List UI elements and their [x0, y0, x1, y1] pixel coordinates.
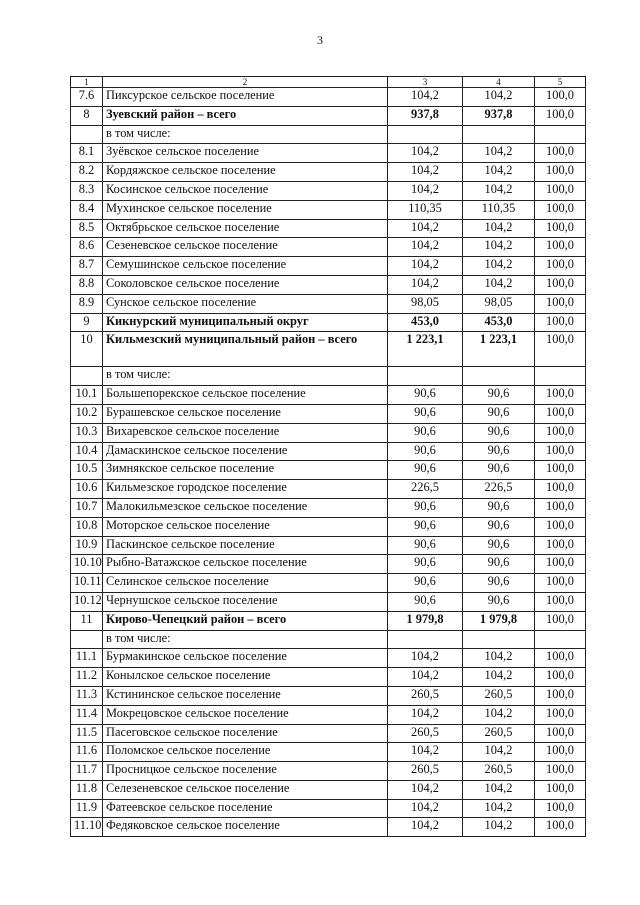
row-value-col4: 104,2	[463, 257, 535, 276]
row-value-col3: 104,2	[388, 257, 463, 276]
row-name: Пасеговское сельское поселение	[103, 724, 388, 743]
table-row	[71, 668, 586, 687]
table-row	[71, 480, 586, 499]
table-row	[71, 313, 586, 332]
row-value-col4: 90,6	[463, 442, 535, 461]
row-value-col4: 1 979,8	[463, 611, 535, 630]
row-value-col5: 100,0	[535, 442, 586, 461]
page-number: 3	[317, 33, 323, 47]
row-value-col4: 90,6	[463, 555, 535, 574]
row-number	[71, 630, 103, 649]
row-value-col4: 104,2	[463, 705, 535, 724]
row-number: 7.6	[71, 88, 103, 107]
row-value-col3: 90,6	[388, 517, 463, 536]
row-value-col3: 260,5	[388, 762, 463, 781]
row-value-col4: 104,2	[463, 649, 535, 668]
row-name: Кильмезское городское поселение	[103, 480, 388, 499]
row-value-col4: 104,2	[463, 743, 535, 762]
row-value-col4: 90,6	[463, 386, 535, 405]
table-row	[71, 461, 586, 480]
row-number: 10.9	[71, 536, 103, 555]
table-row	[71, 630, 586, 649]
row-value-col4: 104,2	[463, 799, 535, 818]
row-value-col5: 100,0	[535, 686, 586, 705]
row-number: 11.2	[71, 668, 103, 687]
allocation-table	[70, 76, 586, 837]
row-name: Кстининское сельское поселение	[103, 686, 388, 705]
row-value-col4: 937,8	[463, 106, 535, 125]
row-value-col5	[535, 630, 586, 649]
table-row	[71, 332, 586, 367]
row-number: 10.11	[71, 574, 103, 593]
row-name: Чернушское сельское поселение	[103, 592, 388, 611]
table-row	[71, 88, 586, 107]
row-name: Кордяжское сельское поселение	[103, 163, 388, 182]
row-value-col5: 100,0	[535, 257, 586, 276]
row-value-col3: 104,2	[388, 275, 463, 294]
table-row	[71, 762, 586, 781]
row-number: 8.9	[71, 294, 103, 313]
header-col-2: 2	[103, 77, 388, 88]
table-row	[71, 442, 586, 461]
row-name: Сезеневское сельское поселение	[103, 238, 388, 257]
row-number: 8.2	[71, 163, 103, 182]
row-name: Паскинское сельское поселение	[103, 536, 388, 555]
header-col-4: 4	[463, 77, 535, 88]
row-value-col5: 100,0	[535, 106, 586, 125]
table-row	[71, 743, 586, 762]
row-value-col3: 104,2	[388, 144, 463, 163]
row-value-col5: 100,0	[535, 705, 586, 724]
row-value-col5: 100,0	[535, 181, 586, 200]
row-name: Фатеевское сельское поселение	[103, 799, 388, 818]
row-value-col3: 90,6	[388, 574, 463, 593]
row-value-col3: 104,2	[388, 219, 463, 238]
row-name: Бурашевское сельское поселение	[103, 404, 388, 423]
row-name: Мухинское сельское поселение	[103, 200, 388, 219]
table-row	[71, 592, 586, 611]
row-name: Селинское сельское поселение	[103, 574, 388, 593]
row-value-col3: 90,6	[388, 404, 463, 423]
row-number: 10.6	[71, 480, 103, 499]
row-number: 10.10	[71, 555, 103, 574]
table-row	[71, 555, 586, 574]
row-value-col5: 100,0	[535, 404, 586, 423]
row-value-col5: 100,0	[535, 724, 586, 743]
table-row	[71, 181, 586, 200]
row-value-col4: 226,5	[463, 480, 535, 499]
row-value-col5: 100,0	[535, 200, 586, 219]
row-value-col5: 100,0	[535, 313, 586, 332]
row-number: 10.2	[71, 404, 103, 423]
row-value-col4: 104,2	[463, 818, 535, 837]
row-value-col5: 100,0	[535, 219, 586, 238]
row-value-col5: 100,0	[535, 238, 586, 257]
row-value-col4: 260,5	[463, 724, 535, 743]
row-name: Бурмакинское сельское поселение	[103, 649, 388, 668]
table-row	[71, 574, 586, 593]
row-value-col3: 90,6	[388, 555, 463, 574]
row-value-col4: 90,6	[463, 574, 535, 593]
row-value-col5: 100,0	[535, 423, 586, 442]
row-value-col3	[388, 367, 463, 386]
table-row	[71, 294, 586, 313]
row-number: 11.8	[71, 780, 103, 799]
row-number	[71, 367, 103, 386]
row-name: Просницкое сельское поселение	[103, 762, 388, 781]
row-value-col3: 104,2	[388, 649, 463, 668]
row-value-col3: 110,35	[388, 200, 463, 219]
row-number: 8.5	[71, 219, 103, 238]
table-row	[71, 818, 586, 837]
row-name: Семушинское сельское поселение	[103, 257, 388, 276]
row-value-col5: 100,0	[535, 332, 586, 367]
row-name: Федяковское сельское поселение	[103, 818, 388, 837]
row-value-col5: 100,0	[535, 294, 586, 313]
row-value-col4: 260,5	[463, 762, 535, 781]
row-value-col5: 100,0	[535, 649, 586, 668]
row-value-col3: 104,2	[388, 181, 463, 200]
row-value-col5: 100,0	[535, 461, 586, 480]
row-value-col4: 90,6	[463, 592, 535, 611]
row-value-col5: 100,0	[535, 668, 586, 687]
table-row	[71, 536, 586, 555]
row-name: Кикнурский муниципальный округ	[103, 313, 388, 332]
row-value-col3: 90,6	[388, 386, 463, 405]
row-value-col5: 100,0	[535, 592, 586, 611]
table-row	[71, 275, 586, 294]
table-row	[71, 611, 586, 630]
row-value-col3: 453,0	[388, 313, 463, 332]
row-value-col5: 100,0	[535, 762, 586, 781]
header-col-1: 1	[71, 77, 103, 88]
row-number: 11.4	[71, 705, 103, 724]
row-name: Вихаревское сельское поселение	[103, 423, 388, 442]
table-row	[71, 799, 586, 818]
row-name: Кильмезский муниципальный район – всего	[103, 332, 388, 367]
row-name: Рыбно-Ватажское сельское поселение	[103, 555, 388, 574]
row-value-col5: 100,0	[535, 799, 586, 818]
header-col-3: 3	[388, 77, 463, 88]
table-row	[71, 686, 586, 705]
row-number: 11.5	[71, 724, 103, 743]
row-value-col4: 90,6	[463, 536, 535, 555]
row-name: Поломское сельское поселение	[103, 743, 388, 762]
row-name: Сунское сельское поселение	[103, 294, 388, 313]
row-name: Октябрьское сельское поселение	[103, 219, 388, 238]
row-value-col4: 453,0	[463, 313, 535, 332]
row-number: 11	[71, 611, 103, 630]
row-number: 11.1	[71, 649, 103, 668]
table-row	[71, 125, 586, 144]
row-value-col5: 100,0	[535, 536, 586, 555]
row-name: Дамаскинское сельское поселение	[103, 442, 388, 461]
row-number: 10.4	[71, 442, 103, 461]
row-value-col4: 104,2	[463, 275, 535, 294]
row-value-col4: 104,2	[463, 668, 535, 687]
row-value-col4: 98,05	[463, 294, 535, 313]
row-value-col3: 90,6	[388, 461, 463, 480]
row-value-col4: 90,6	[463, 423, 535, 442]
row-value-col5: 100,0	[535, 275, 586, 294]
table-row	[71, 517, 586, 536]
table-row	[71, 649, 586, 668]
table-row	[71, 386, 586, 405]
row-value-col3: 104,2	[388, 705, 463, 724]
row-value-col4: 90,6	[463, 517, 535, 536]
row-value-col5: 100,0	[535, 818, 586, 837]
table-row	[71, 219, 586, 238]
row-number: 8.6	[71, 238, 103, 257]
row-value-col4	[463, 630, 535, 649]
row-value-col4: 104,2	[463, 144, 535, 163]
table-row	[71, 498, 586, 517]
row-value-col3: 104,2	[388, 88, 463, 107]
row-name: в том числе:	[103, 125, 388, 144]
row-value-col3: 104,2	[388, 818, 463, 837]
row-value-col4: 104,2	[463, 780, 535, 799]
row-number: 8.7	[71, 257, 103, 276]
row-value-col3: 90,6	[388, 536, 463, 555]
row-value-col3: 104,2	[388, 238, 463, 257]
table-row	[71, 144, 586, 163]
row-number: 11.10	[71, 818, 103, 837]
row-value-col3: 90,6	[388, 498, 463, 517]
row-number: 11.3	[71, 686, 103, 705]
row-value-col5: 100,0	[535, 555, 586, 574]
row-value-col5: 100,0	[535, 517, 586, 536]
row-value-col5: 100,0	[535, 574, 586, 593]
row-value-col5: 100,0	[535, 163, 586, 182]
row-number: 10	[71, 332, 103, 367]
row-value-col3: 260,5	[388, 724, 463, 743]
row-value-col3: 90,6	[388, 442, 463, 461]
row-value-col3: 90,6	[388, 592, 463, 611]
row-value-col5: 100,0	[535, 386, 586, 405]
row-number: 8.3	[71, 181, 103, 200]
table-row	[71, 163, 586, 182]
row-value-col4: 104,2	[463, 238, 535, 257]
row-number: 8.8	[71, 275, 103, 294]
header-col-5: 5	[535, 77, 586, 88]
row-number: 10.5	[71, 461, 103, 480]
row-value-col5: 100,0	[535, 88, 586, 107]
table-row	[71, 257, 586, 276]
table-row	[71, 367, 586, 386]
row-value-col3: 104,2	[388, 668, 463, 687]
row-value-col3	[388, 630, 463, 649]
row-number: 9	[71, 313, 103, 332]
table-row	[71, 423, 586, 442]
row-value-col4: 104,2	[463, 219, 535, 238]
row-value-col3: 104,2	[388, 780, 463, 799]
row-value-col3: 937,8	[388, 106, 463, 125]
row-value-col5	[535, 125, 586, 144]
row-number	[71, 125, 103, 144]
row-name: Кирово-Чепецкий район – всего	[103, 611, 388, 630]
row-value-col4: 104,2	[463, 181, 535, 200]
row-name: Малокильмезское сельское поселение	[103, 498, 388, 517]
row-number: 11.6	[71, 743, 103, 762]
table-header-row	[71, 77, 586, 88]
row-value-col3: 1 979,8	[388, 611, 463, 630]
table-row	[71, 724, 586, 743]
row-value-col3: 226,5	[388, 480, 463, 499]
row-number: 8.4	[71, 200, 103, 219]
row-number: 11.7	[71, 762, 103, 781]
row-value-col4	[463, 367, 535, 386]
row-name: в том числе:	[103, 630, 388, 649]
row-value-col3: 1 223,1	[388, 332, 463, 367]
row-number: 10.1	[71, 386, 103, 405]
row-value-col5: 100,0	[535, 498, 586, 517]
row-value-col3: 260,5	[388, 686, 463, 705]
row-value-col5: 100,0	[535, 144, 586, 163]
row-name: Косинское сельское поселение	[103, 181, 388, 200]
row-value-col3: 104,2	[388, 799, 463, 818]
row-name: Конылское сельское поселение	[103, 668, 388, 687]
row-number: 10.7	[71, 498, 103, 517]
table-row	[71, 106, 586, 125]
row-value-col4: 90,6	[463, 498, 535, 517]
row-value-col3: 104,2	[388, 743, 463, 762]
row-name: Соколовское сельское поселение	[103, 275, 388, 294]
row-name: Мокрецовское сельское поселение	[103, 705, 388, 724]
table-row	[71, 200, 586, 219]
row-value-col5	[535, 367, 586, 386]
row-value-col4: 104,2	[463, 88, 535, 107]
row-name: Селезеневское сельское поселение	[103, 780, 388, 799]
row-value-col4: 110,35	[463, 200, 535, 219]
row-number: 10.12	[71, 592, 103, 611]
row-value-col4: 260,5	[463, 686, 535, 705]
row-number: 8	[71, 106, 103, 125]
row-name: Моторское сельское поселение	[103, 517, 388, 536]
row-name: Зуевский район – всего	[103, 106, 388, 125]
row-value-col3: 90,6	[388, 423, 463, 442]
row-name: в том числе:	[103, 367, 388, 386]
row-value-col4: 90,6	[463, 404, 535, 423]
row-value-col4: 1 223,1	[463, 332, 535, 367]
row-number: 8.1	[71, 144, 103, 163]
row-value-col5: 100,0	[535, 480, 586, 499]
row-number: 10.8	[71, 517, 103, 536]
row-value-col3: 104,2	[388, 163, 463, 182]
row-value-col5: 100,0	[535, 611, 586, 630]
row-value-col4: 90,6	[463, 461, 535, 480]
table-row	[71, 705, 586, 724]
row-name: Зимнякское сельское поселение	[103, 461, 388, 480]
row-value-col5: 100,0	[535, 743, 586, 762]
row-value-col4	[463, 125, 535, 144]
table-row	[71, 238, 586, 257]
row-value-col4: 104,2	[463, 163, 535, 182]
row-value-col3	[388, 125, 463, 144]
row-name: Большепорекское сельское поселение	[103, 386, 388, 405]
table-row	[71, 404, 586, 423]
row-name: Пиксурское сельское поселение	[103, 88, 388, 107]
row-value-col5: 100,0	[535, 780, 586, 799]
table-row	[71, 780, 586, 799]
row-number: 11.9	[71, 799, 103, 818]
row-value-col3: 98,05	[388, 294, 463, 313]
row-number: 10.3	[71, 423, 103, 442]
row-name: Зуёвское сельское поселение	[103, 144, 388, 163]
